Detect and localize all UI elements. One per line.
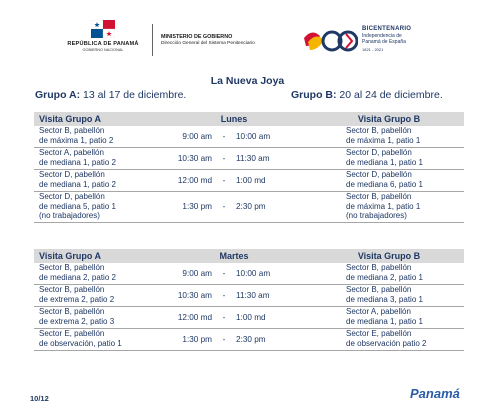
cell-line: Sector D, pabellón — [346, 148, 412, 157]
time-cell — [154, 329, 314, 350]
cell-line: de mediana 1, patio 1 — [346, 316, 423, 326]
cell-line: de mediana 1, patio 2 — [39, 157, 116, 167]
group-a-cell — [34, 148, 154, 169]
bicentenario-line1: Independencia de — [362, 33, 402, 39]
time-cell — [154, 307, 314, 328]
cell-line: Sector B, pabellón — [39, 126, 105, 135]
cell-line: de máxima 1, patio 1 — [346, 201, 421, 211]
group-a-cell — [34, 263, 154, 284]
start-time: 9:00 am — [182, 268, 212, 278]
header-divider — [152, 24, 153, 56]
dash: - — [222, 202, 226, 212]
group-b-range: 20 al 24 de diciembre. — [336, 89, 443, 101]
time-cell — [154, 285, 314, 306]
dash: - — [222, 312, 226, 322]
start-time: 1:30 pm — [182, 202, 212, 212]
header-group-a: Visita Grupo A — [39, 114, 102, 124]
ministry-name: MINISTERIO DE GOBIERNO — [161, 34, 233, 40]
dash: - — [222, 131, 226, 141]
page-number: 10/12 — [30, 394, 49, 403]
cell-line: Sector E, pabellón — [39, 329, 105, 338]
government-label: GOBIERNO NACIONAL — [82, 48, 124, 52]
header-day: Martes — [219, 251, 249, 261]
ministry-block — [161, 34, 255, 46]
cell-line: Sector B, pabellón — [346, 285, 412, 294]
time-cell — [154, 126, 314, 147]
table-row — [34, 148, 464, 170]
end-time: 10:00 am — [236, 131, 271, 141]
group-a-cell — [34, 285, 154, 306]
start-time: 10:30 am — [177, 290, 212, 300]
cell-line: de mediana 5, patio 1 — [39, 201, 116, 211]
panama-brand-logo: Panamá — [410, 386, 460, 401]
time-cell — [154, 263, 314, 284]
start-time: 10:30 am — [177, 153, 212, 163]
group-a-cell — [34, 307, 154, 328]
cell-line: Sector D, pabellón — [39, 192, 105, 201]
header-day: Lunes — [220, 114, 248, 124]
group-b-dates — [291, 89, 443, 101]
group-b-cell — [314, 307, 464, 328]
group-b-cell — [314, 126, 464, 147]
end-time: 1:00 md — [236, 312, 266, 322]
cell-line: Sector D, pabellón — [346, 170, 412, 179]
cell-line: de observación, patio 1 — [39, 338, 122, 348]
table-row — [34, 263, 464, 285]
cell-line: Sector D, pabellón — [39, 170, 105, 179]
start-time: 12:00 md — [177, 175, 212, 185]
group-a-cell — [34, 126, 154, 147]
table-row — [34, 329, 464, 351]
table-row — [34, 285, 464, 307]
schedule-table-tuesday — [34, 249, 464, 351]
page-title: La Nueva Joya — [210, 75, 285, 87]
table-header — [34, 249, 464, 263]
group-b-cell — [314, 192, 464, 222]
cell-line: Sector E, pabellón — [346, 329, 412, 338]
bicentenario-emblem-icon — [302, 24, 358, 58]
cell-line: de extrema 2, patio 3 — [39, 316, 115, 326]
end-time: 11:30 am — [236, 290, 270, 300]
group-b-cell — [314, 329, 464, 350]
cell-line: de observación patio 2 — [346, 338, 427, 348]
group-a-cell — [34, 329, 154, 350]
table-row — [34, 307, 464, 329]
header — [0, 0, 495, 80]
cell-line: de máxima 1, patio 1 — [346, 135, 421, 145]
bicentenario-logo — [302, 22, 482, 62]
start-time: 9:00 am — [182, 131, 212, 141]
time-cell — [154, 170, 314, 191]
cell-line: Sector B, pabellón — [39, 285, 105, 294]
direction-name: Dirección General del Sistema Penitenciario — [161, 41, 255, 46]
republic-name: REPÚBLICA DE PANAMÁ — [67, 41, 139, 47]
dash: - — [222, 290, 226, 300]
group-b-label: Grupo B: — [291, 89, 337, 101]
bicentenario-title: BICENTENARIO — [362, 26, 412, 32]
cell-line: de mediana 2, patio 1 — [346, 272, 423, 282]
bicentenario-text — [362, 26, 411, 52]
cell-line: de extrema 2, patio 2 — [39, 294, 115, 304]
cell-line: Sector B, pabellón — [39, 263, 105, 272]
table-header — [34, 112, 464, 126]
group-a-range: 13 al 17 de diciembre. — [80, 89, 187, 101]
start-time: 12:00 md — [177, 312, 212, 322]
header-group-a: Visita Grupo A — [39, 251, 102, 261]
end-time: 11:30 am — [236, 153, 270, 163]
table-row — [34, 192, 464, 223]
panama-flag-icon — [91, 20, 115, 38]
dash: - — [222, 153, 226, 163]
cell-line: Sector B, pabellón — [39, 307, 105, 316]
end-time: 10:00 am — [236, 268, 271, 278]
header-group-b: Visita Grupo B — [357, 251, 421, 261]
cell-line: de mediana 1, patio 1 — [346, 157, 423, 167]
end-time: 1:00 md — [236, 175, 266, 185]
cell-line: de máxima 1, patio 2 — [39, 135, 114, 145]
time-cell — [154, 148, 314, 169]
cell-line: de mediana 1, patio 2 — [39, 179, 116, 189]
group-b-cell — [314, 148, 464, 169]
schedule-table-monday — [34, 112, 464, 223]
bicentenario-years: 1821 - 2021 — [362, 47, 384, 52]
group-b-cell — [314, 170, 464, 191]
header-group-b: Visita Grupo B — [357, 114, 421, 124]
group-b-cell — [314, 263, 464, 284]
panama-government-logo — [62, 20, 144, 52]
cell-line: Sector A, pabellón — [346, 307, 411, 316]
table-row — [34, 126, 464, 148]
cell-line: (no trabajadores) — [346, 211, 407, 220]
group-a-cell — [34, 192, 154, 222]
cell-line: Sector A, pabellón — [39, 148, 104, 157]
dash: - — [222, 334, 226, 344]
end-time: 2:30 pm — [236, 202, 266, 212]
dash: - — [222, 268, 226, 278]
start-time: 1:30 pm — [182, 334, 212, 344]
group-a-dates — [35, 89, 186, 101]
cell-line: (no trabajadores) — [39, 211, 100, 220]
cell-line: de mediana 6, patio 1 — [346, 179, 423, 189]
cell-line: Sector B, pabellón — [346, 263, 412, 272]
cell-line: Sector B, pabellón — [346, 192, 412, 201]
group-b-cell — [314, 285, 464, 306]
cell-line: Sector B, pabellón — [346, 126, 412, 135]
time-cell — [154, 192, 314, 222]
cell-line: de mediana 3, patio 1 — [346, 294, 423, 304]
group-a-label: Grupo A: — [35, 89, 81, 101]
cell-line: de mediana 2, patio 2 — [39, 272, 116, 282]
table-row — [34, 170, 464, 192]
bicentenario-line2: Panamá de España — [362, 39, 406, 45]
end-time: 2:30 pm — [236, 334, 266, 344]
dash: - — [222, 175, 226, 185]
group-a-cell — [34, 170, 154, 191]
